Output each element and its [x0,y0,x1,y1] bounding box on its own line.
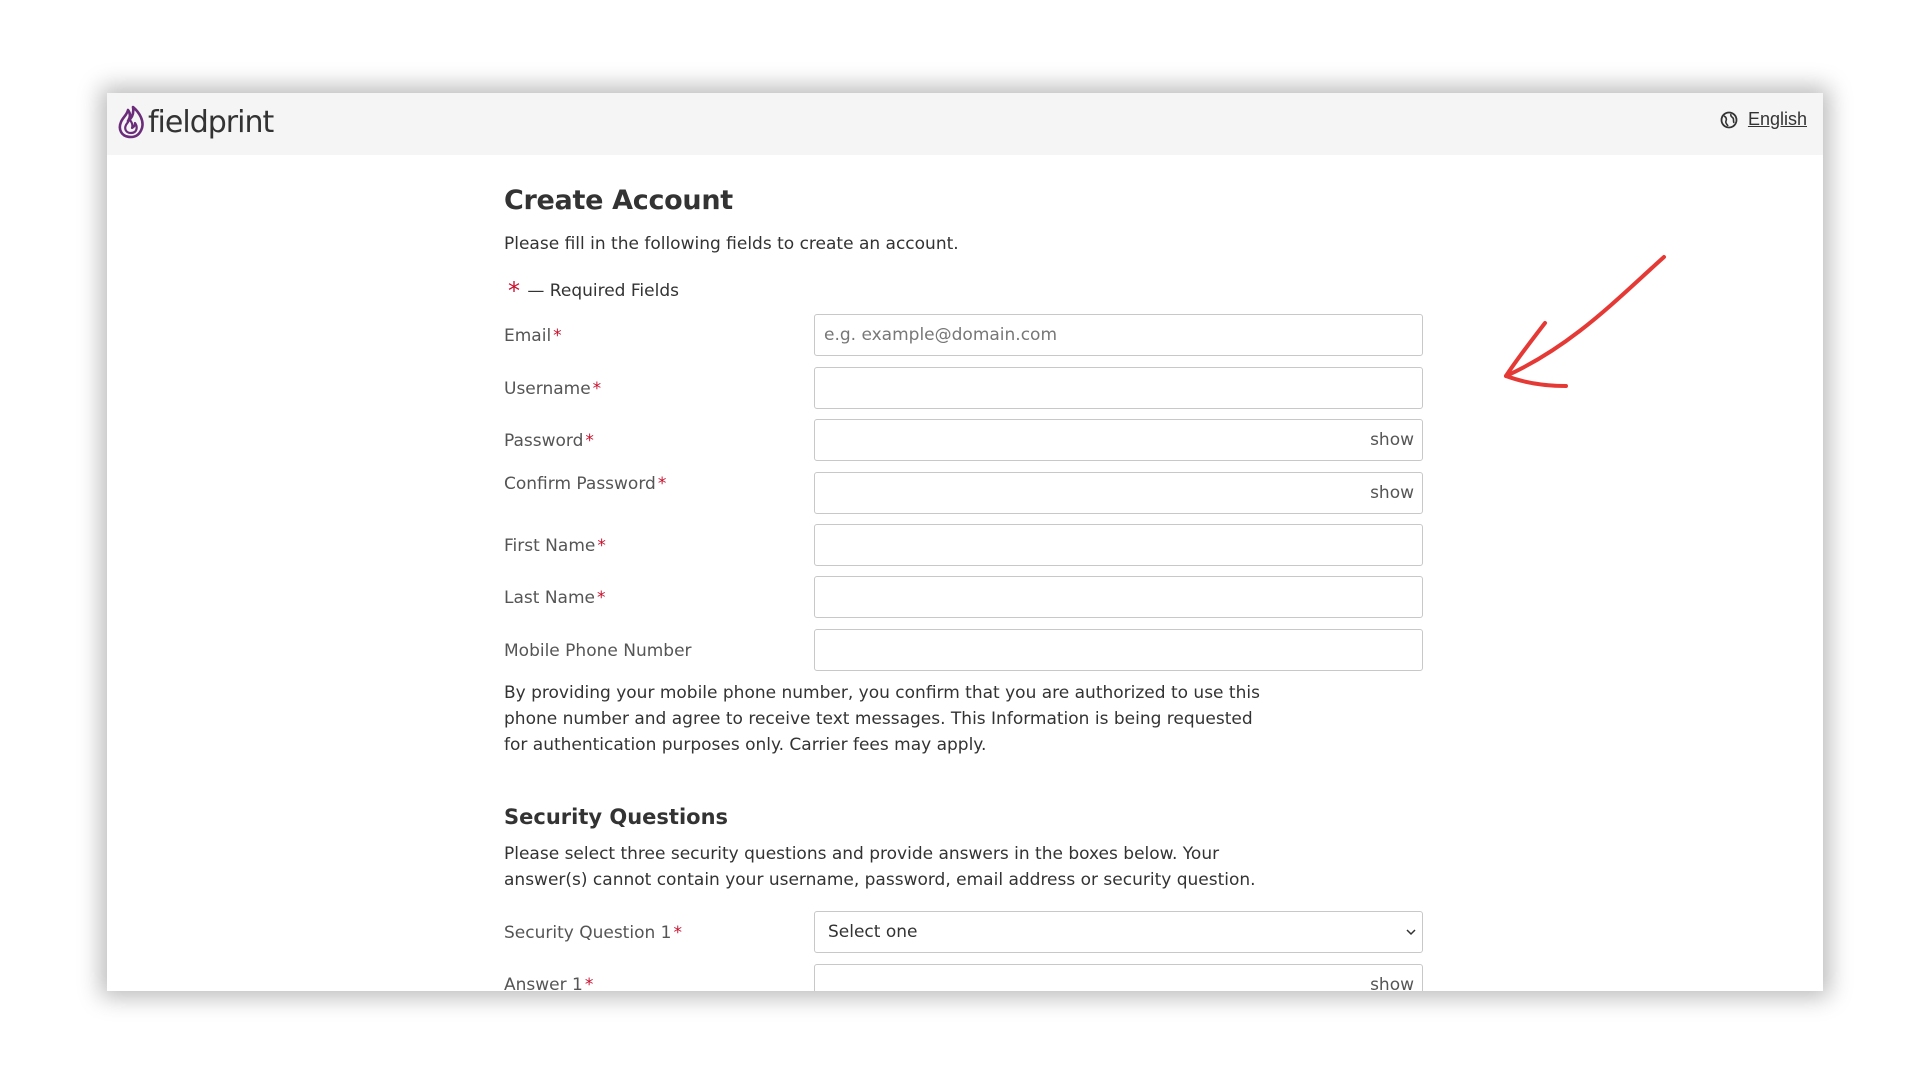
intro-text: Please fill in the following fields to create an account. [504,234,959,254]
required-star: * [657,474,667,494]
security-question-1-select[interactable] [814,911,1423,953]
answer-1-label-text: Answer 1 [504,975,583,991]
mobile-phone-input[interactable] [815,630,1422,670]
email-field[interactable] [814,314,1423,356]
email-label-text: Email [504,326,552,346]
username-label-text: Username [504,379,591,399]
username-field[interactable] [814,367,1423,409]
confirm-password-field[interactable] [814,472,1423,514]
phone-disclaimer: By providing your mobile phone number, you confirm that you are authorized to use this phone number and agree to receive text messages. This Information is being requested for authentication purposes only. Carrier fees may apply. [504,683,1260,755]
security-description: Please select three security questions and provide answers in the boxes below. Your answer(s) cannot contain your username, password, email address or security question. [504,844,1256,890]
globe-icon [1720,111,1738,129]
security-question-1-value: Select one [828,922,918,942]
browser-window [107,93,1823,991]
answer-1-label [504,975,593,991]
security-questions-title: Security Questions [504,805,729,829]
answer-1-field[interactable] [814,964,1423,991]
required-star: * [585,431,594,451]
required-star: * [673,923,682,943]
answer-1-input[interactable] [815,965,1422,991]
password-field[interactable] [814,419,1423,461]
required-star: * [596,588,606,608]
confirm-password-label-text: Confirm Password [504,474,656,494]
password-show-toggle[interactable]: show [1370,430,1414,450]
last-name-input[interactable] [815,577,1422,617]
page-title: Create Account [504,185,733,216]
last-name-label [504,588,605,608]
fieldprint-flame-icon [116,105,146,139]
required-star: * [584,975,594,991]
mobile-phone-label-text: Mobile Phone Number [504,641,692,661]
answer-1-show-toggle[interactable]: show [1370,975,1414,991]
top-bar [107,93,1823,155]
first-name-label [504,536,606,556]
required-fields-note [504,277,679,305]
language-link[interactable]: English [1747,109,1807,129]
logo-wordmark: fieldprint [148,104,274,140]
confirm-password-label [504,474,666,494]
confirm-password-input[interactable] [815,473,1422,513]
email-label [504,326,562,346]
language-selector[interactable] [1720,109,1807,130]
security-question-1-label [504,923,682,943]
username-label [504,379,601,399]
last-name-label-text: Last Name [504,588,595,608]
chevron-down-icon [1406,928,1416,936]
username-input[interactable] [815,368,1422,408]
mobile-phone-field[interactable] [814,629,1423,671]
password-label-text: Password [504,431,584,451]
email-input[interactable] [815,315,1422,355]
required-star: * [597,536,606,556]
required-star: * [508,277,520,305]
required-star: * [592,379,602,399]
password-input[interactable] [815,420,1422,460]
required-fields-label: — Required Fields [527,281,679,301]
fieldprint-logo[interactable] [116,102,273,142]
password-label [504,431,594,451]
first-name-field[interactable] [814,524,1423,566]
mobile-phone-label [504,641,692,661]
last-name-field[interactable] [814,576,1423,618]
security-question-1-label-text: Security Question 1 [504,923,672,943]
first-name-label-text: First Name [504,536,596,556]
first-name-input[interactable] [815,525,1422,565]
required-star: * [553,326,562,346]
confirm-password-show-toggle[interactable]: show [1370,483,1414,503]
